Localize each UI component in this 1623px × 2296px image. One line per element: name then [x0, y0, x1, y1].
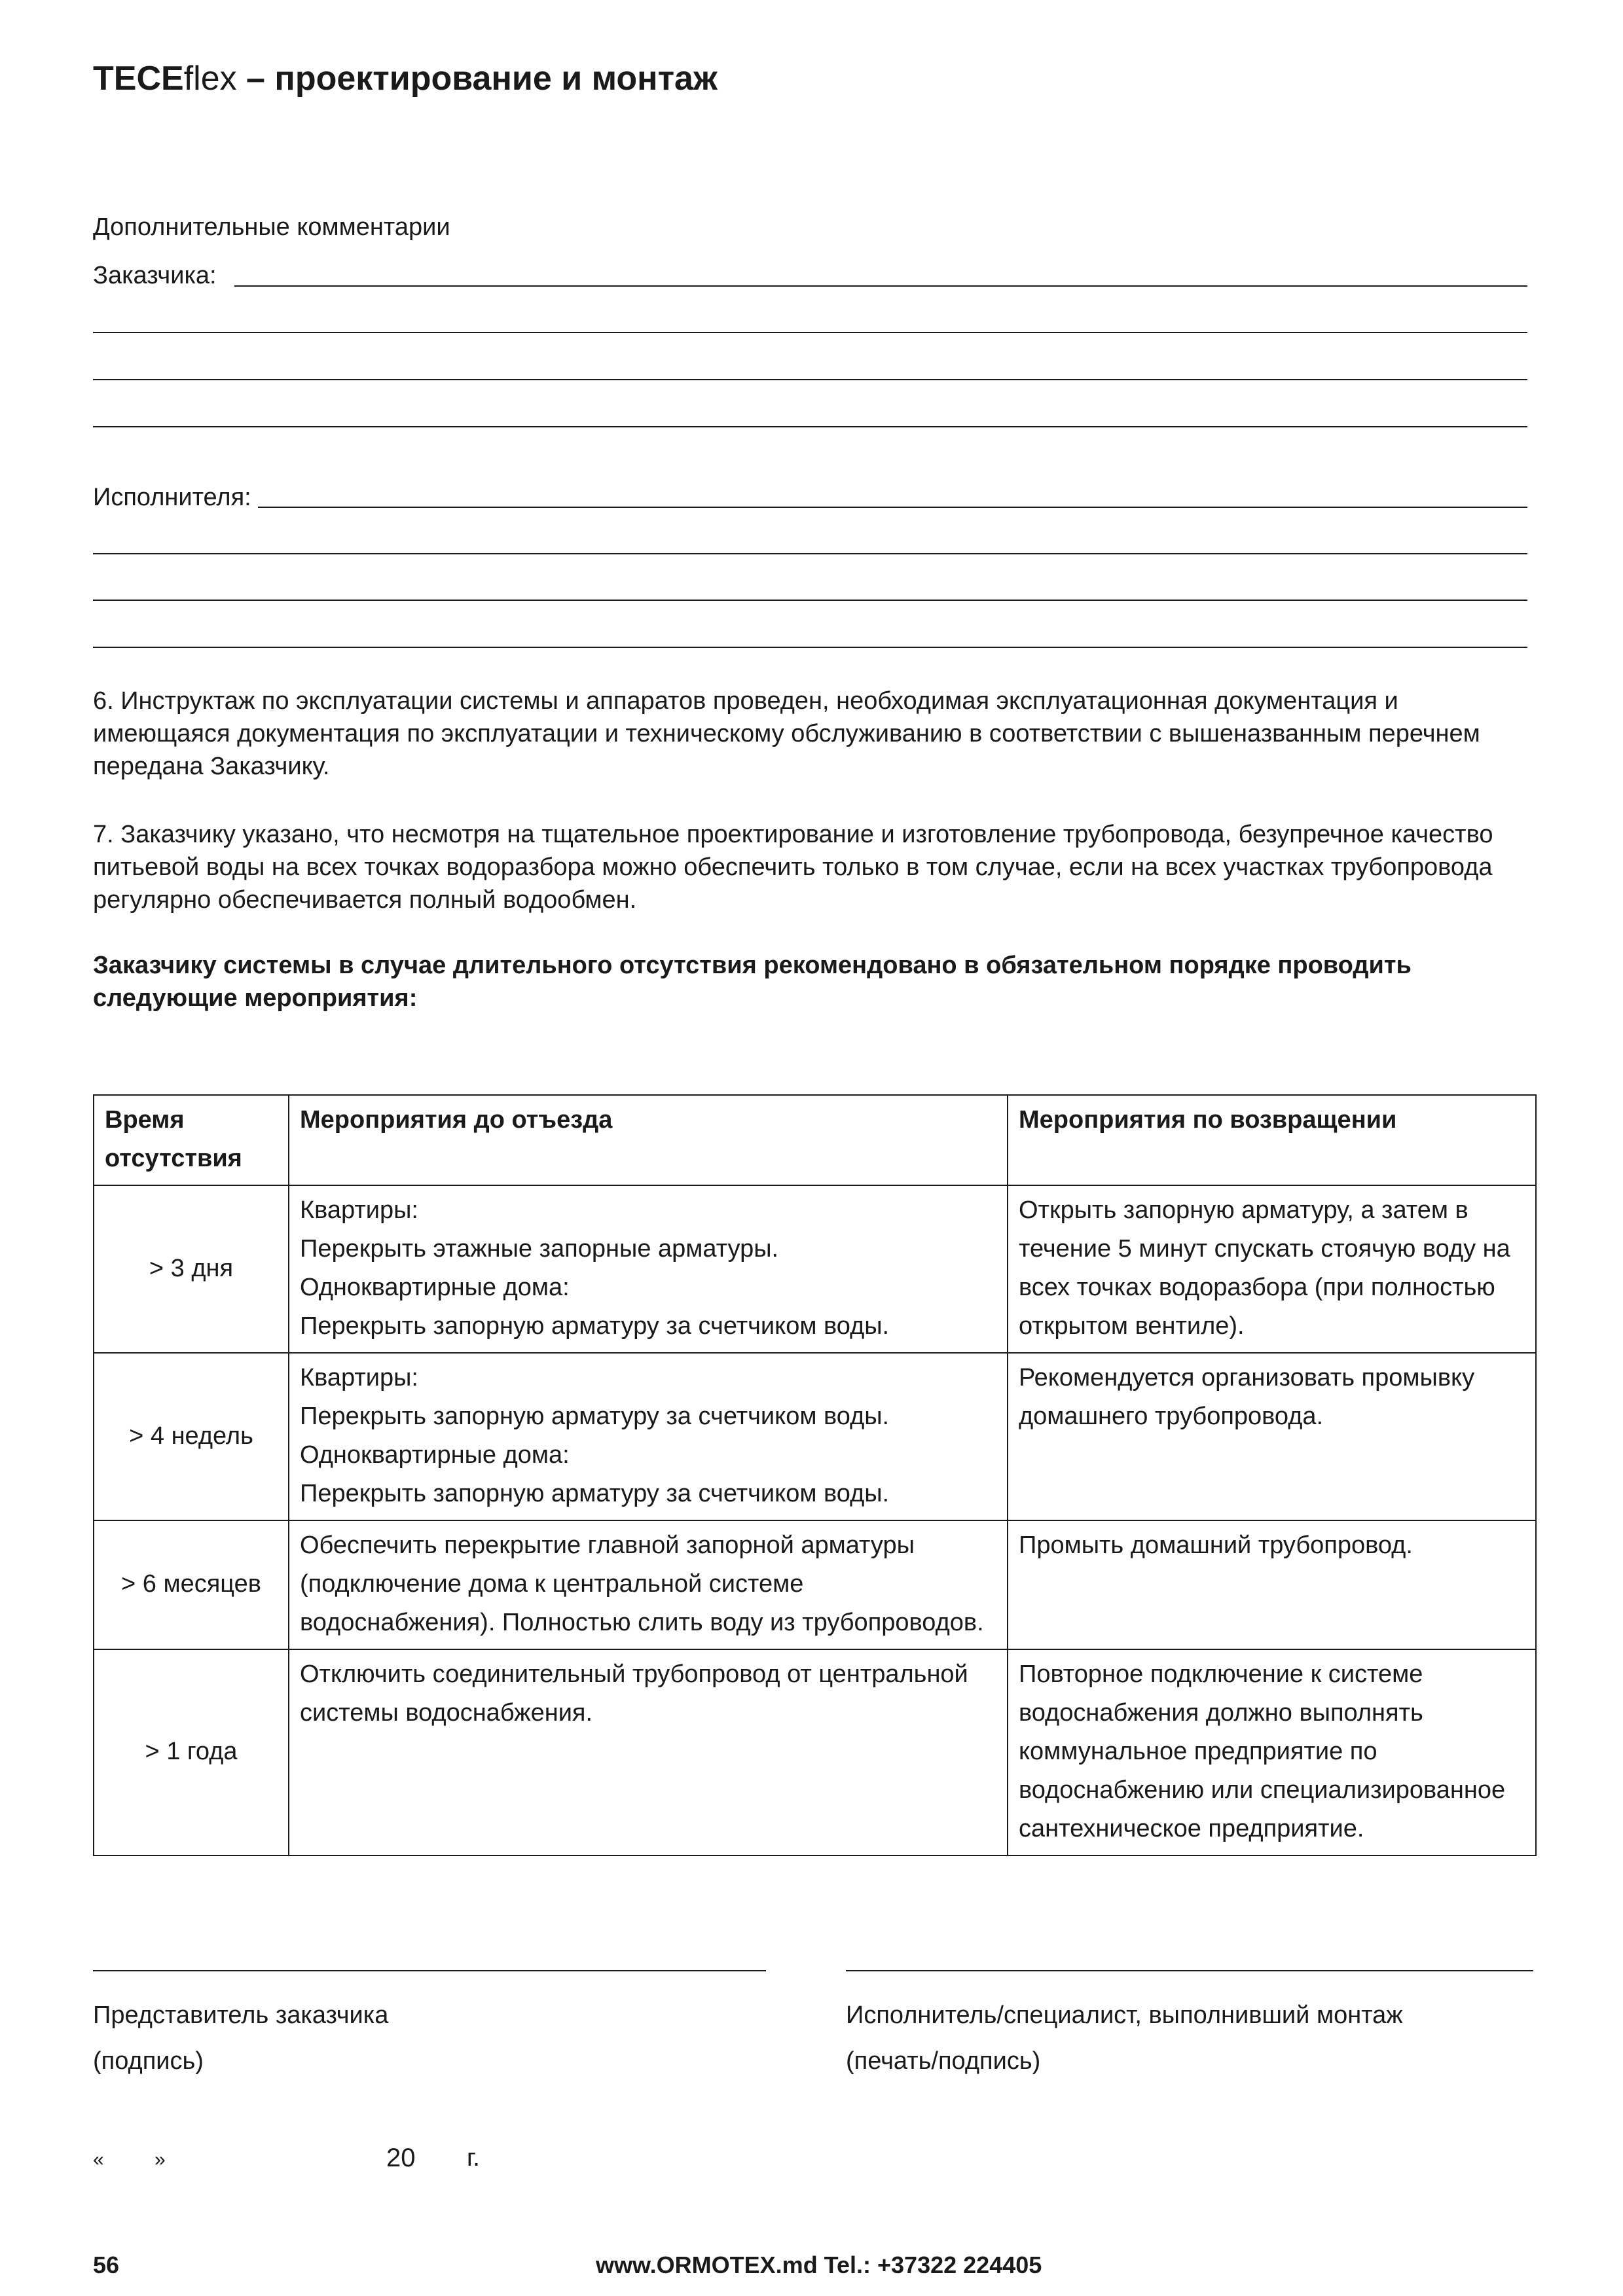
- before-cell: Отключить соединительный трубопровод от центральной системы водоснабжения.: [289, 1649, 1008, 1856]
- before-line: Одноквартирные дома:: [300, 1441, 570, 1469]
- customer-signature-sub: (подпись): [93, 2047, 204, 2075]
- measures-table: [93, 1094, 1537, 1856]
- date-year-suffix: г.: [467, 2144, 480, 2172]
- customer-signature-label: Представитель заказчика: [93, 2001, 389, 2029]
- before-line: Перекрыть запорную арматуру за счетчиком воды.: [300, 1403, 890, 1430]
- table-header-row: [94, 1095, 1536, 1185]
- footer-contact: www.ORMOTEX.md Tel.: +37322 224405: [596, 2251, 1042, 2278]
- table-row: [94, 1353, 1536, 1520]
- header-absence-time: Время отсутствия: [94, 1095, 289, 1185]
- contractor-comment-line-4[interactable]: [93, 647, 1527, 648]
- before-line: Квартиры:: [300, 1196, 418, 1224]
- customer-comment-line-2[interactable]: [93, 332, 1527, 333]
- paragraph-7: 7. Заказчику указано, что несмотря на тщательное проектирование и изготовление трубопровода, безупречное качество питьевой воды на всех точках водоразбора можно обеспечить только в том случае, если на всех участках трубопровода регулярно обеспечивается полный водообмен.: [93, 821, 1493, 914]
- date-close-quote: »: [155, 2149, 166, 2170]
- before-cell: [289, 1353, 1008, 1520]
- before-line: Перекрыть запорную арматуру за счетчиком воды.: [300, 1312, 890, 1340]
- page-number: 56: [93, 2251, 120, 2278]
- brand-flex: flex: [183, 60, 237, 98]
- contractor-signature-label: Исполнитель/специалист, выполнивший монтаж: [846, 2001, 1403, 2029]
- contractor-comment-line-2[interactable]: [93, 553, 1527, 554]
- before-line: Перекрыть запорную арматуру за счетчиком воды.: [300, 1480, 890, 1507]
- contractor-signature-line[interactable]: [846, 1970, 1533, 1971]
- recommendation-text: Заказчику системы в случае длительного отсутствия рекомендовано в обязательном порядке проводить следующие мероприятия:: [93, 952, 1412, 1012]
- customer-comment-line-3[interactable]: [93, 379, 1527, 380]
- table-row: [94, 1649, 1536, 1856]
- brand-tece: TECE: [93, 60, 184, 98]
- comments-heading: Дополнительные комментарии: [93, 213, 450, 241]
- date-year-prefix: 20: [386, 2144, 416, 2172]
- absence-time-cell: > 1 года: [94, 1649, 289, 1856]
- header-after-return: Мероприятия по возвращении: [1008, 1095, 1536, 1185]
- absence-time-cell: > 6 месяцев: [94, 1520, 289, 1649]
- after-cell: Открыть запорную арматуру, а затем в течение 5 минут спускать стоячую воду на всех точках водоразбора (при полностью открытом вентиле).: [1008, 1185, 1536, 1353]
- absence-time-cell: > 4 недель: [94, 1353, 289, 1520]
- before-cell: [289, 1185, 1008, 1353]
- customer-label: Заказчика:: [93, 262, 217, 289]
- before-line: Перекрыть этажные запорные арматуры.: [300, 1235, 779, 1263]
- contractor-comment-line-3[interactable]: [93, 600, 1527, 601]
- contractor-comment-line-1[interactable]: [258, 507, 1527, 508]
- header-before-departure: Мероприятия до отъезда: [289, 1095, 1008, 1185]
- table-row: [94, 1520, 1536, 1649]
- before-line: Одноквартирные дома:: [300, 1274, 570, 1301]
- after-cell: Промыть домашний трубопровод.: [1008, 1520, 1536, 1649]
- before-cell: Обеспечить перекрытие главной запорной арматуры (подключение дома к центральной системе водоснабжения). Полностью слить воду из трубопроводов.: [289, 1520, 1008, 1649]
- paragraph-6: 6. Инструктаж по эксплуатации системы и аппаратов проведен, необходимая эксплуатационная документация и имеющаяся документация по эксплуатации и техническому обслуживанию в соответствии с вышеназванным перечнем передана Заказчику.: [93, 687, 1480, 780]
- before-line: Квартиры:: [300, 1364, 418, 1391]
- customer-signature-line[interactable]: [93, 1970, 766, 1971]
- date-open-quote: «: [93, 2149, 104, 2170]
- customer-comment-line-1[interactable]: [234, 285, 1527, 287]
- title-text: – проектирование и монтаж: [236, 60, 718, 98]
- after-cell: Повторное подключение к системе водоснабжения должно выполнять коммунальное предприятие по водоснабжению или специализированное сантехническое предприятие.: [1008, 1649, 1536, 1856]
- absence-time-cell: > 3 дня: [94, 1185, 289, 1353]
- contractor-signature-sub: (печать/подпись): [846, 2047, 1041, 2075]
- table-row: [94, 1185, 1536, 1353]
- after-cell: Рекомендуется организовать промывку домашнего трубопровода.: [1008, 1353, 1536, 1520]
- customer-comment-line-4[interactable]: [93, 426, 1527, 427]
- page-title: [93, 58, 718, 99]
- contractor-label: Исполнителя:: [93, 484, 251, 511]
